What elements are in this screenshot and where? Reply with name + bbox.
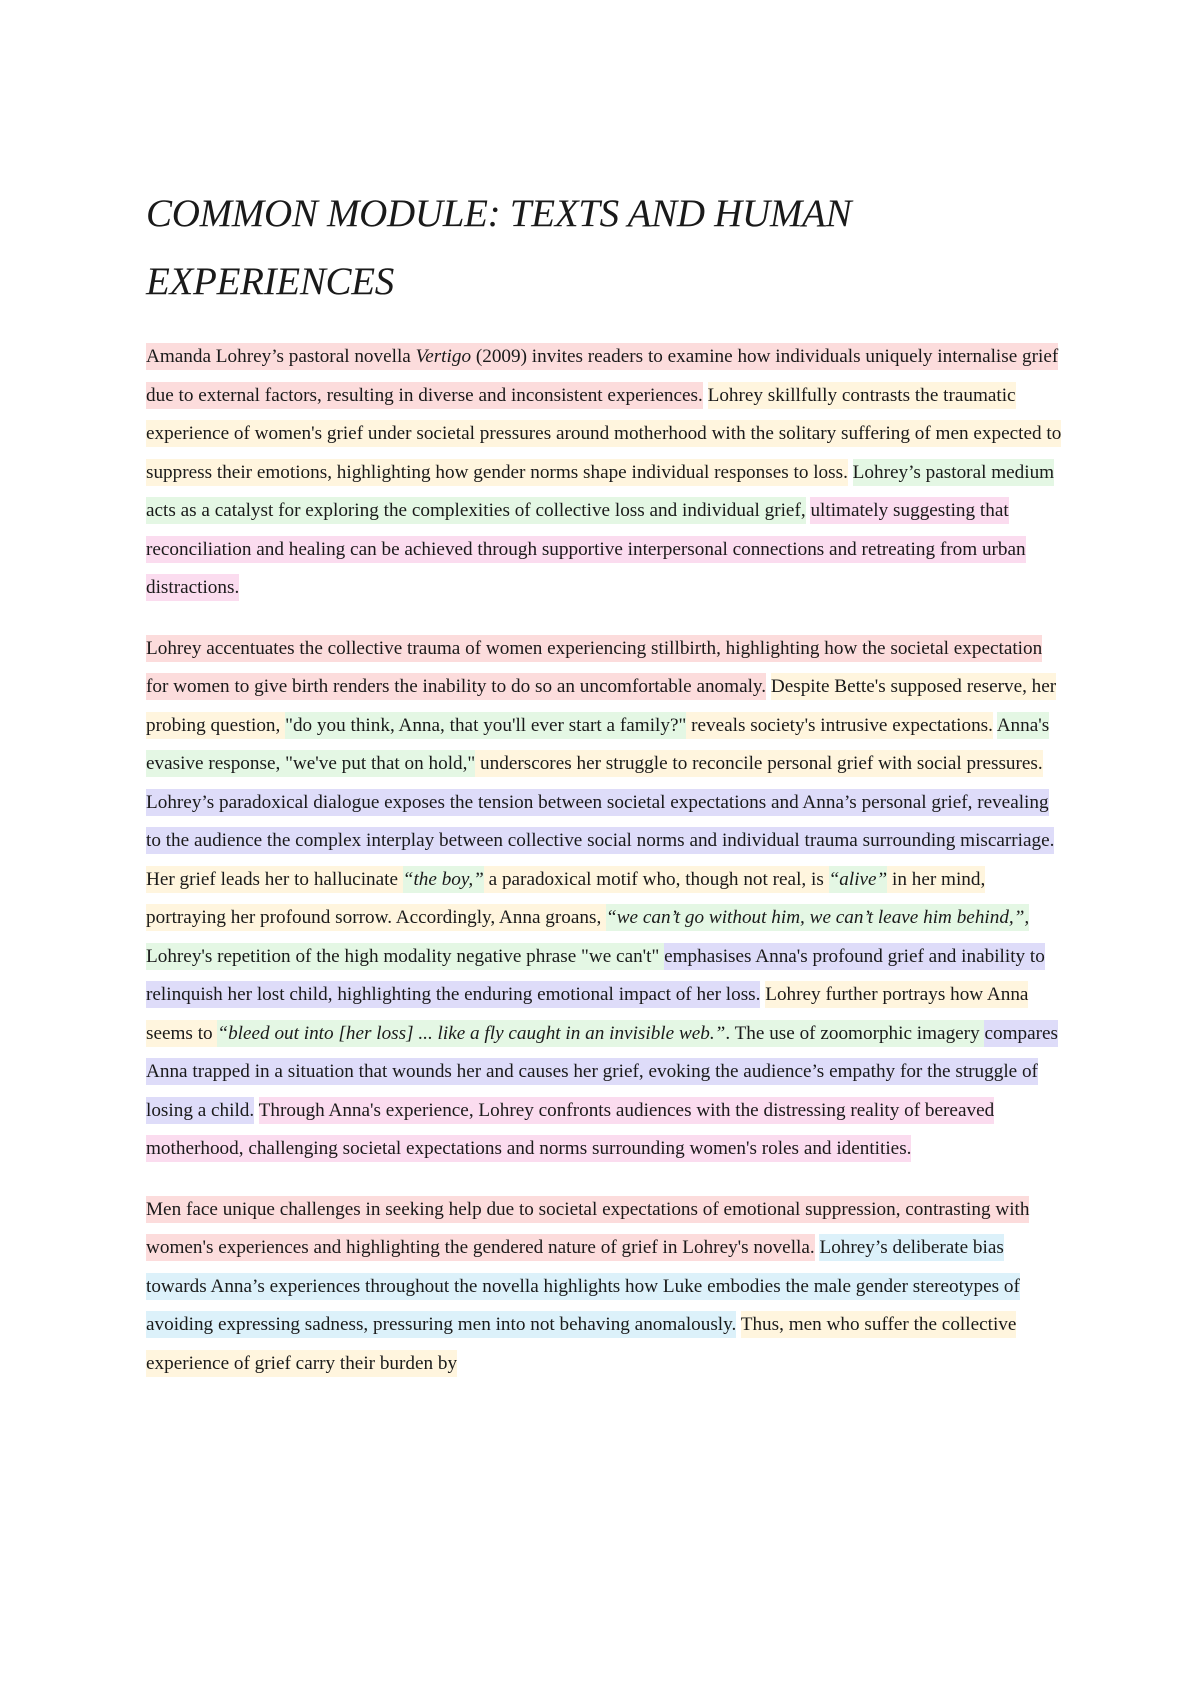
text-run: Lohrey's repetition of the high modality negative phrase "we can't" (146, 943, 664, 970)
text-run: “we can’t go without him, we can’t leave him behind,”, (606, 904, 1029, 931)
text-run (848, 459, 853, 486)
text-run: “the boy,” (403, 866, 484, 893)
text-run: “bleed out into [her loss] ... like a fly caught in an invisible web.” (217, 1020, 725, 1047)
text-run: Vertigo (416, 343, 471, 370)
text-run: (2009) invites readers to examine how individuals uniquely internalise grief due to external factors, resulting in diverse and inconsistent experiences. (146, 343, 1058, 409)
text-run: compares Anna trapped in a situation that wounds her and causes her grief, evoking the audience’s empathy for the struggle of losing a child. (146, 1020, 1058, 1124)
text-run: . The use of zoomorphic imagery (725, 1020, 984, 1047)
text-run: Lohrey’s pastoral medium acts as a catalyst for exploring the complexities of collective loss and individual grief, (146, 459, 1054, 525)
text-run (254, 1097, 258, 1124)
text-run: Through Anna's experience, Lohrey confronts audiences with the distressing reality of bereaved motherhood, challenging societal expectations and norms surrounding women's roles and identities. (146, 1097, 994, 1163)
text-run (703, 382, 708, 409)
text-run: Her grief leads her to hallucinate (146, 866, 403, 893)
text-run: Lohrey further portrays how Anna seems to (146, 981, 1028, 1047)
text-run: Lohrey accentuates the collective trauma of women experiencing stillbirth, highlighting how the societal expectation for women to give birth renders the inability to do so an uncomfortable anomaly. (146, 635, 1042, 701)
text-run: “alive” (829, 866, 888, 893)
text-run: Lohrey’s deliberate bias towards Anna’s experiences throughout the novella highlights how Luke embodies the male gender stereotypes of avoiding expressing sadness, pressuring men into not behaving anomalously. (146, 1234, 1020, 1338)
text-run: emphasises Anna's profound grief and inability to relinquish her lost child, highlighting the enduring emotional impact of her loss. (146, 943, 1045, 1009)
text-run: Despite Bette's supposed reserve, her probing question, (146, 673, 1056, 739)
document-title: COMMON MODULE: TEXTS AND HUMAN EXPERIENCES (146, 192, 852, 303)
text-run: Lohrey skillfully contrasts the traumatic experience of women's grief under societal pressures around motherhood with the solitary suffering of men expected to suppress their emotions, highlighting how gender norms shape individual responses to loss. (146, 382, 1061, 486)
text-run: underscores her struggle to reconcile personal grief with social pressures. (475, 750, 1042, 777)
text-run: Lohrey’s paradoxical dialogue exposes the tension between societal expectations and Anna’s personal grief, revealing to the audience the complex interplay between collective social norms and individual trauma surrounding miscarriage. (146, 789, 1054, 855)
document-body (146, 180, 1066, 1405)
text-run: reveals society's intrusive expectations. (686, 712, 993, 739)
paragraph-mens-grief (146, 1191, 1066, 1384)
text-run: in her mind, portraying her profound sorrow. Accordingly, Anna groans, (146, 866, 985, 932)
text-run: Anna's evasive response, "we've put that on hold," (146, 712, 1049, 778)
text-run: "do you think, Anna, that you'll ever start a family?" (285, 712, 686, 739)
paragraph-intro (146, 338, 1066, 608)
text-run: a paradoxical motif who, though not real, is (484, 866, 829, 893)
text-run: Men face unique challenges in seeking help due to societal expectations of emotional suppression, contrasting with women's experiences and highlighting the gendered nature of grief in Lohrey's novella. (146, 1196, 1029, 1262)
text-run: Amanda Lohrey’s pastoral novella (146, 343, 416, 370)
paragraph-womens-grief (146, 630, 1066, 1169)
text-run: Thus, men who suffer the collective experience of grief carry their burden by (146, 1311, 1016, 1377)
text-run: ultimately suggesting that reconciliation and healing can be achieved through supportive interpersonal connections and retreating from urban distractions. (146, 497, 1026, 601)
